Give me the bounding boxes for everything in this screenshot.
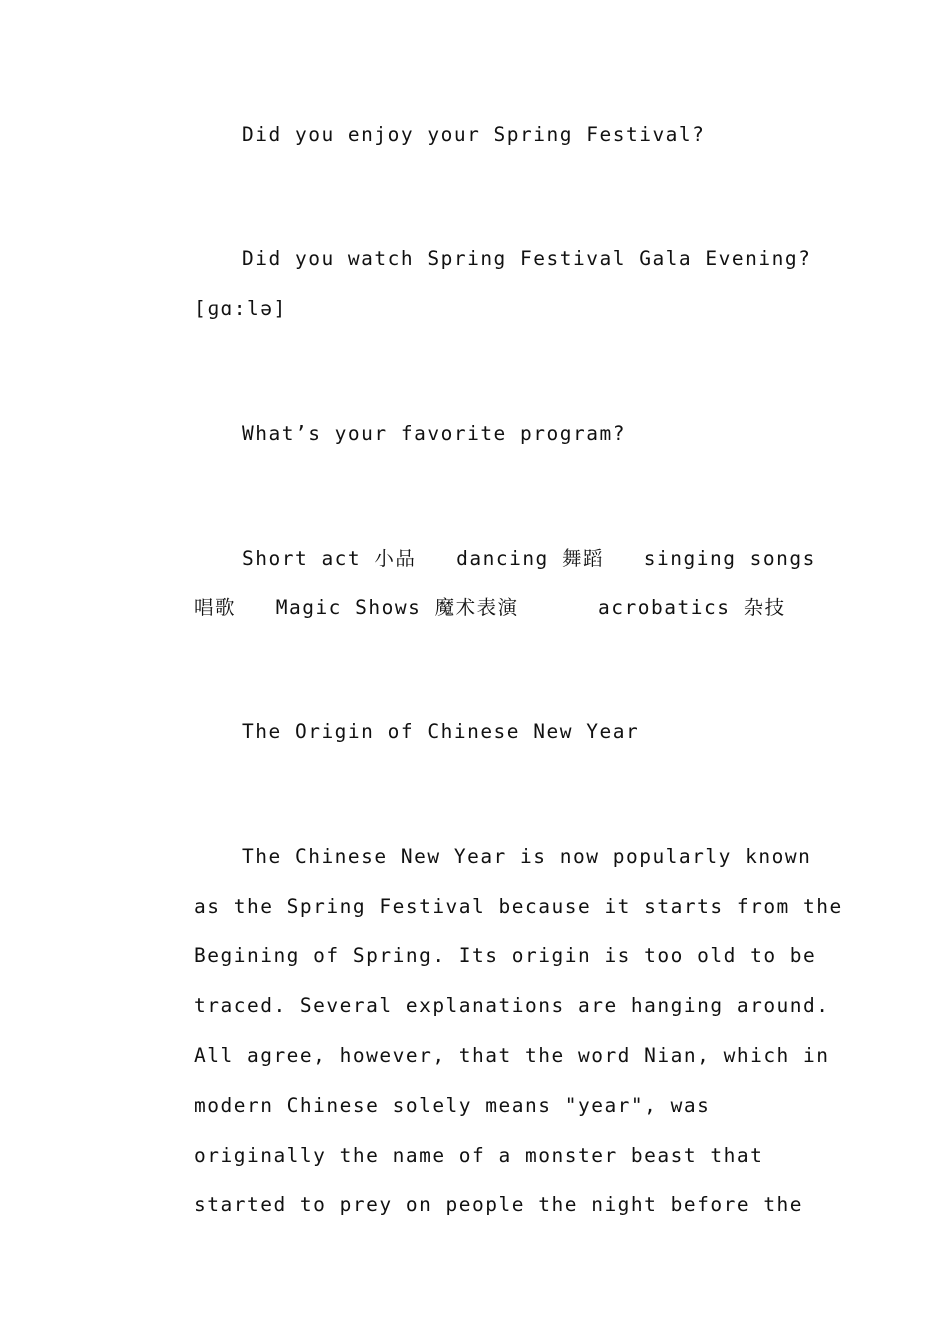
paragraph-line: traced. Several explanations are hanging around. [194, 994, 830, 1017]
gala-phonetic: [ɡɑ:lə] [194, 297, 287, 320]
paragraph-line: The Chinese New Year is now popularly known [242, 845, 812, 868]
program-list-line-1: Short act 小品 dancing 舞蹈 singing songs [242, 547, 816, 570]
question-favorite-program: What’s your favorite program? [242, 422, 626, 445]
paragraph-line: originally the name of a monster beast that [194, 1144, 764, 1167]
paragraph-line: modern Chinese solely means "year", was [194, 1094, 711, 1117]
paragraph-line: as the Spring Festival because it starts from the [194, 895, 843, 918]
question-enjoy-spring-festival: Did you enjoy your Spring Festival? [242, 123, 706, 146]
paragraph-line: started to prey on people the night before the [194, 1193, 804, 1216]
section-heading: The Origin of Chinese New Year [242, 720, 640, 743]
program-list-line-2: 唱歌 Magic Shows 魔术表演 acrobatics 杂技 [194, 596, 786, 619]
paragraph-line: All agree, however, that the word Nian, which in [194, 1044, 830, 1067]
question-gala-evening: Did you watch Spring Festival Gala Evening? [242, 247, 812, 270]
paragraph-line: Begining of Spring. Its origin is too old to be [194, 944, 817, 967]
